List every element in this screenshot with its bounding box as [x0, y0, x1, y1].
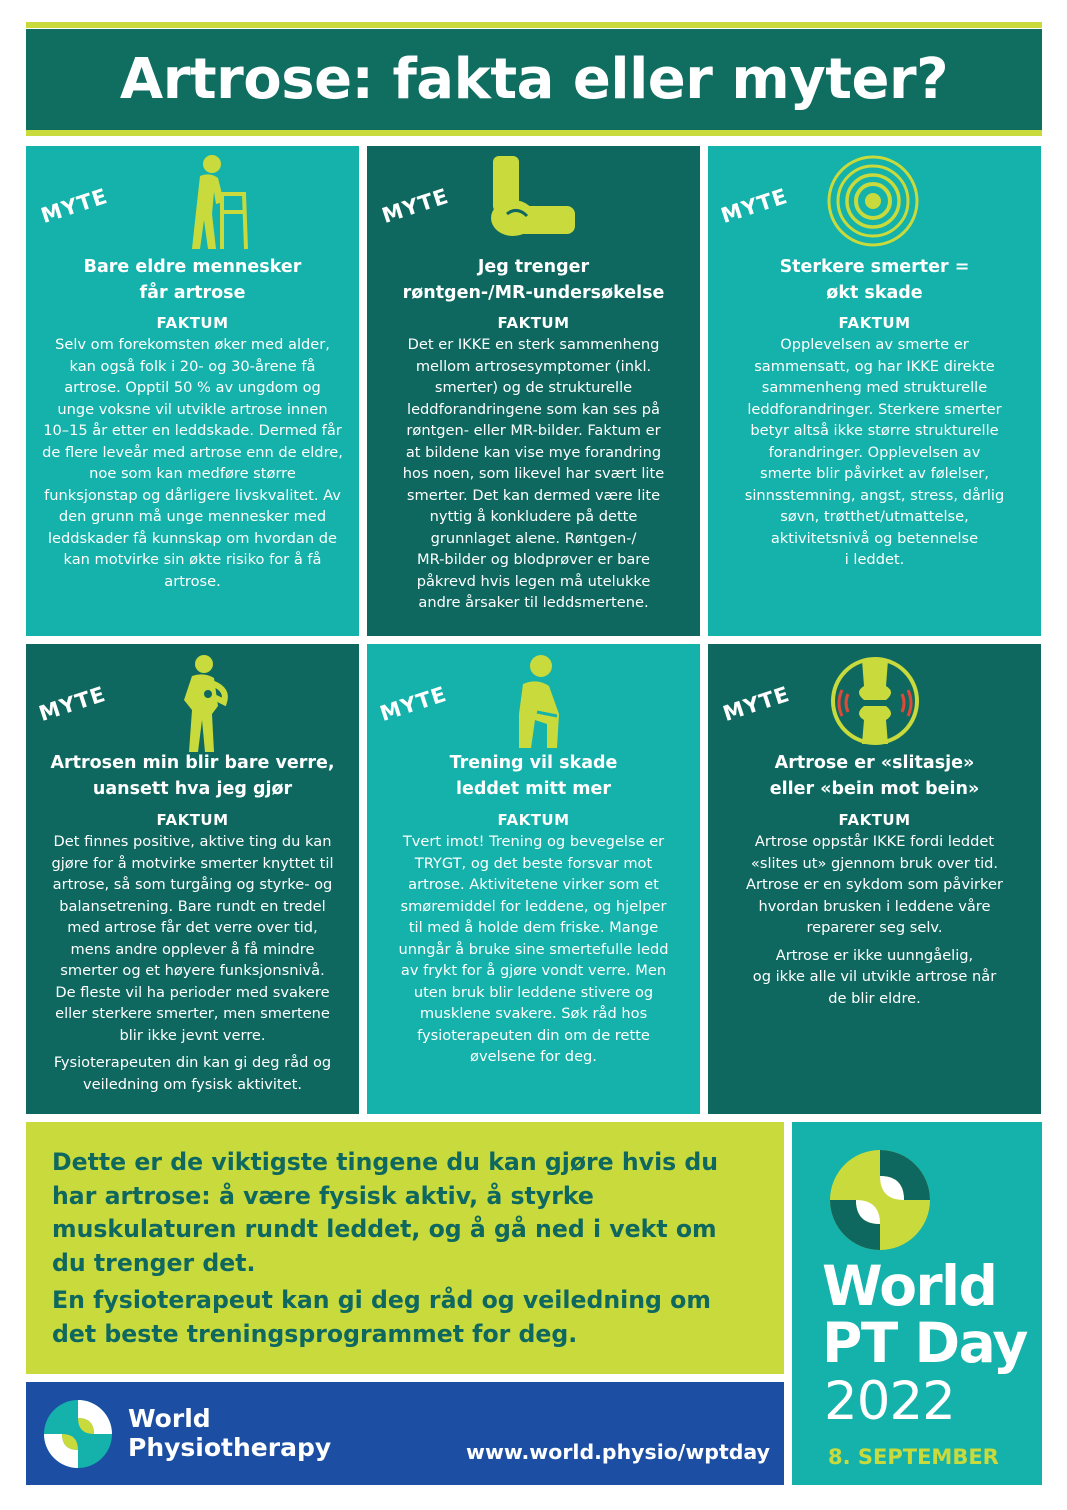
faktum-label: FAKTUM — [497, 314, 570, 332]
myth-label: MYTE — [37, 183, 111, 229]
myth-title: Jeg trenger røntgen-/MR-undersøkelse — [402, 257, 665, 303]
faktum-label: FAKTUM — [838, 811, 911, 829]
wpt-title-line-1: World — [822, 1254, 997, 1318]
myth-label: MYTE — [378, 183, 452, 229]
fact-text — [26, 831, 359, 1095]
fact-paragraph: Tvert imot! Trening og bevegelse er TRYGT, og det beste forsvar mot artrose. Aktivitetene virker som et smøremiddel for leddene, og hjelper til med å holde dem friske. Mange unngår å bruke sine smertefulle ledd av frykt for å gjøre vondt verre. Men uten bruk blir leddene stivere og musklene svakere. Søk råd hos fysioterapeuten din om de rette øvelsene for deg. — [398, 833, 669, 1065]
myth-card-2 — [367, 146, 700, 636]
myth-title: Artrose er «slitasje» eller «bein mot bein» — [769, 753, 980, 799]
website-link[interactable]: www.world.physio/wptday — [466, 1440, 770, 1464]
faktum-label: FAKTUM — [156, 811, 229, 829]
pain-rings-icon — [826, 154, 920, 248]
myth-card-4 — [26, 644, 359, 1114]
fact-paragraph: Det finnes positive, aktive ting du kan gjøre for å motvirke smerter knyttet til artrose, så som turgåing og styrke- og balansetrening. Bare rundt en tredel med artrose får det verre over tid, mens andre opplever å få mindre smerter og et høyere funksjonsnivå. De fleste vil ha perioder med svakere eller sterkere smerter, men smertene blir ikke jevnt verre. — [51, 833, 334, 1044]
faktum-label: FAKTUM — [497, 811, 570, 829]
wpt-title-line-2: PT Day — [822, 1311, 1027, 1375]
fact-paragraph: Artrose er ikke uunngåelig, og ikke alle vil utvikle artrose når de blir eldre. — [752, 946, 997, 1007]
faktum-label: FAKTUM — [838, 314, 911, 332]
myth-label: MYTE — [717, 183, 791, 229]
fact-text — [708, 334, 1041, 571]
page-header — [26, 29, 1042, 130]
advice-box — [26, 1122, 784, 1374]
myth-card-3 — [708, 146, 1041, 636]
footer-bar — [26, 1382, 784, 1485]
world-physiotherapy-logo-icon — [42, 1398, 114, 1470]
myth-card-6 — [708, 644, 1041, 1114]
advice-text-physio: En fysioterapeut kan gi deg råd og veiledning om det beste treningsprogrammet for deg. — [52, 1286, 711, 1348]
header-top-stripe — [26, 22, 1042, 28]
advice-text: Dette er de viktigste tingene du kan gjøre hvis du har artrose: å være fysisk aktiv, å styrke muskulaturen rundt leddet, og å gå ned i vekt om du trenger det. — [52, 1148, 719, 1277]
squatting-person-icon — [507, 654, 573, 750]
fact-text — [367, 831, 700, 1068]
walker-person-icon — [186, 154, 250, 252]
event-year: 2022 — [824, 1371, 955, 1432]
brand-name — [128, 1404, 331, 1462]
fact-paragraph: Selv om forekomsten øker med alder, kan også folk i 20- og 30-årene få artrose. Opptil 50 % av ungdom og unge voksne vil utvikle artrose innen 10–15 år etter en leddskade. Dermed får de flere leveår med artrose enn de eldre, noe som kan medføre større funksjonstap og dårligere livskvalitet. Av den grunn må unge mennesker med leddskader få kunnskap om hvordan de kan motvirke sin økte risiko for å få artrose. — [42, 336, 343, 590]
page-title: Artrose: fakta eller myter? — [119, 47, 949, 112]
fact-paragraph: Det er IKKE en sterk sammenheng mellom artrosesymptomer (inkl. smerter) og de strukturelle leddforandringene som kan ses på røntgen- eller MR-bilder. Faktum er at bildene kan vise mye forandring hos noen, som likevel har svært lite smerter. Det kan dermed være lite nyttig å konkludere på dette grunnlaget alene. Røntgen-/ MR-bilder og blodprøver er bare påkrevd hvis legen må utelukke andre årsaker til leddsmertene. — [402, 336, 665, 611]
myth-title: Sterkere smerter = økt skade — [779, 257, 970, 303]
myth-label: MYTE — [719, 681, 793, 727]
myth-label: MYTE — [35, 681, 109, 727]
elbow-joint-icon — [489, 156, 579, 242]
brand-line-1: World — [128, 1404, 211, 1433]
event-date: 8. SEPTEMBER — [828, 1445, 999, 1469]
fact-text — [708, 831, 1041, 1009]
myth-card-5 — [367, 644, 700, 1114]
fact-paragraph: Fysioterapeuten din kan gi deg råd og veiledning om fysisk aktivitet. — [53, 1054, 332, 1093]
header-bottom-stripe — [26, 130, 1042, 136]
myth-title: Artrosen min blir bare verre, uansett hva jeg gjør — [50, 753, 335, 799]
myth-label: MYTE — [376, 681, 450, 727]
back-pain-person-icon — [174, 654, 238, 754]
faktum-label: FAKTUM — [156, 314, 229, 332]
myth-card-1 — [26, 146, 359, 636]
myth-title: Bare eldre mennesker får artrose — [83, 257, 302, 303]
knee-joint-icon — [830, 656, 920, 746]
fact-paragraph: Opplevelsen av smerte er sammensatt, og har IKKE direkte sammenheng med strukturelle leddforandringer. Sterkere smerter betyr altså ikke større strukturelle forandringer. Opplevelsen av smerte blir påvirket av følelser, sinnsstemning, angst, stress, dårlig søvn, trøtthet/utmattelse, aktivitetsnivå og betennelse i leddet. — [744, 336, 1005, 568]
fact-paragraph: Artrose oppstår IKKE fordi leddet «slites ut» gjennom bruk over tid. Artrose er en sykdom som påvirker hvordan brusken i leddene våre reparerer seg selv. — [746, 833, 1003, 936]
brand-line-2: Physiotherapy — [128, 1433, 332, 1462]
myth-title: Trening vil skade leddet mitt mer — [449, 753, 618, 799]
world-pt-day-logo-icon — [828, 1148, 932, 1252]
fact-text — [26, 334, 359, 592]
world-pt-day-title — [822, 1254, 1027, 1375]
world-pt-day-panel — [792, 1122, 1042, 1485]
fact-text — [367, 334, 700, 614]
